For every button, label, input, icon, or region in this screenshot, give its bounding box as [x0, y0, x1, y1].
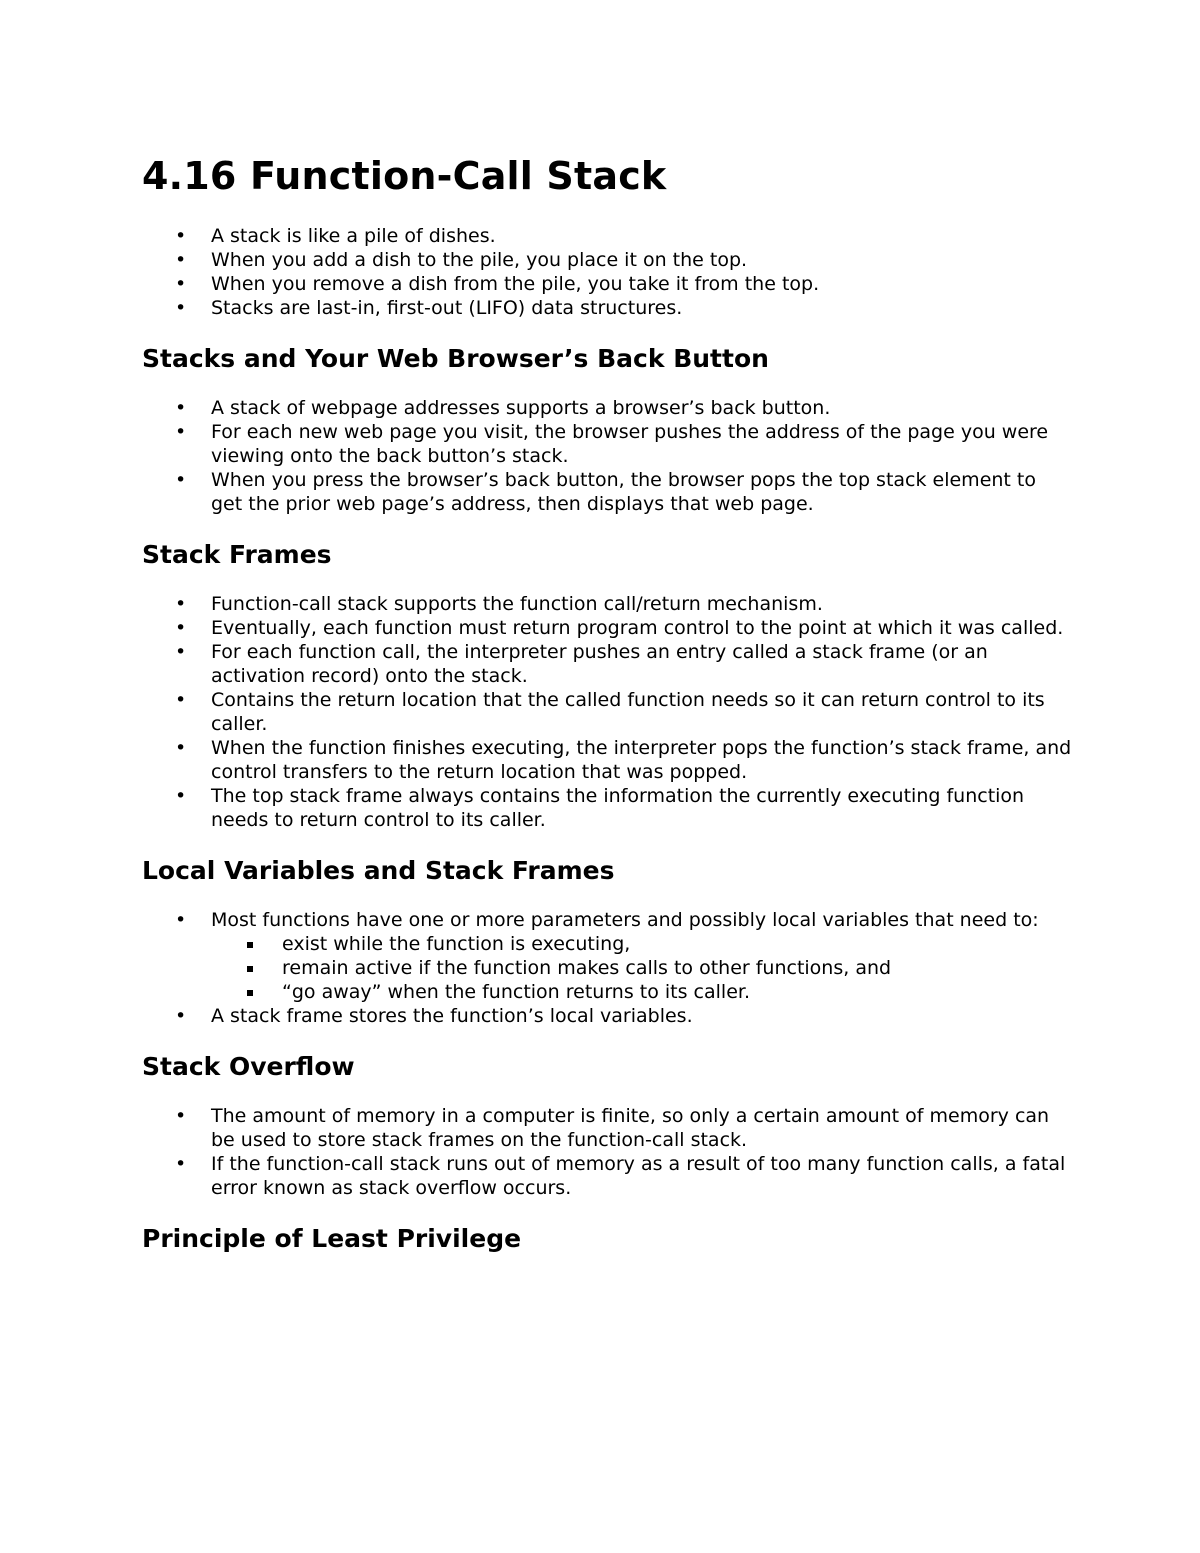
bullet-icon: • [175, 1005, 187, 1027]
list-item: • When the function finishes executing, the interpreter pops the function’s stack frame, and control transfers to the return location that was popped. [175, 737, 1072, 783]
bullet-icon: • [175, 297, 187, 319]
bullet-icon: • [175, 909, 187, 931]
list-item: • A stack frame stores the function’s local variables. [175, 1005, 693, 1027]
bullet-icon: • [175, 421, 187, 443]
bullet-icon: • [175, 737, 187, 759]
square-bullet-icon [247, 966, 253, 972]
bullet-icon: • [175, 249, 187, 271]
section-heading-frames: Stack Frames [142, 540, 332, 569]
locals-list [142, 908, 1072, 1028]
list-item: • When you remove a dish from the pile, you take it from the top. [175, 273, 820, 295]
sub-list-item: “go away” when the function returns to its caller. [211, 980, 1072, 1004]
list-item: • Contains the return location that the called function needs so it can return control to its caller. [175, 689, 1045, 735]
list-item: • Eventually, each function must return program control to the point at which it was called. [175, 617, 1064, 639]
list-item: • Function-call stack supports the function call/return mechanism. [175, 593, 823, 615]
square-bullet-icon [247, 942, 253, 948]
sub-list [211, 932, 1072, 1004]
bullet-icon: • [175, 617, 187, 639]
list-item: • When you press the browser’s back button, the browser pops the top stack element to get the prior web page’s address, then displays that web page. [175, 469, 1036, 515]
frames-list [142, 592, 1072, 832]
list-item: • Stacks are last-in, first-out (LIFO) data structures. [175, 297, 683, 319]
bullet-icon: • [175, 689, 187, 711]
section-heading-overflow: Stack Overflow [142, 1052, 355, 1081]
list-item: • If the function-call stack runs out of memory as a result of too many function calls, a fatal error known as stack overflow occurs. [175, 1153, 1066, 1199]
square-bullet-icon [247, 990, 253, 996]
list-item: • For each function call, the interpreter pushes an entry called a stack frame (or an activation record) onto the stack. [175, 641, 988, 687]
bullet-icon: • [175, 593, 187, 615]
list-item: • The amount of memory in a computer is finite, so only a certain amount of memory can be used to store stack frames on the function-call stack. [175, 1105, 1050, 1151]
document-page [142, 150, 1072, 1276]
list-item: • For each new web page you visit, the browser pushes the address of the page you were viewing onto the back button’s stack. [175, 421, 1049, 467]
section-heading-locals: Local Variables and Stack Frames [142, 856, 615, 885]
bullet-icon: • [175, 225, 187, 247]
page-title: 4.16 Function-Call Stack [142, 154, 667, 198]
sub-list-item: remain active if the function makes calls to other functions, and [211, 956, 1072, 980]
browser-list [142, 396, 1072, 516]
bullet-icon: • [175, 469, 187, 491]
section-heading-privilege: Principle of Least Privilege [142, 1224, 522, 1253]
sub-list-item: exist while the function is executing, [211, 932, 1072, 956]
bullet-icon: • [175, 785, 187, 807]
list-item: • Most functions have one or more parameters and possibly local variables that need to: exist while the function is executing, remain active if the function makes calls to other functions, and “go away” when the function returns to its caller. [142, 908, 1072, 1004]
bullet-icon: • [175, 397, 187, 419]
list-item: • The top stack frame always contains the information the currently executing function needs to return control to its caller. [175, 785, 1025, 831]
list-item: • A stack is like a pile of dishes. [175, 225, 496, 247]
bullet-icon: • [175, 1153, 187, 1175]
bullet-icon: • [175, 1105, 187, 1127]
list-item: • When you add a dish to the pile, you place it on the top. [175, 249, 748, 271]
bullet-icon: • [175, 273, 187, 295]
intro-list [142, 224, 1072, 320]
section-heading-browser: Stacks and Your Web Browser’s Back Button [142, 344, 769, 373]
overflow-list [142, 1104, 1072, 1200]
bullet-icon: • [175, 641, 187, 663]
list-item: • A stack of webpage addresses supports a browser’s back button. [175, 397, 831, 419]
